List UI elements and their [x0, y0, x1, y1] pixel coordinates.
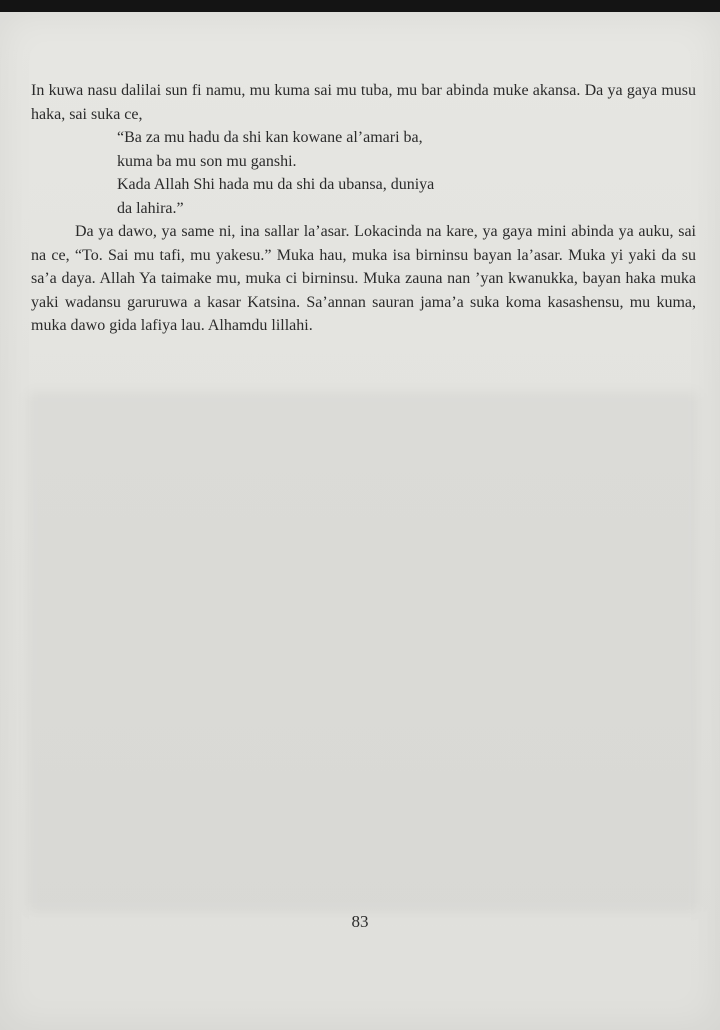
verse-line: Kada Allah Shi hada mu da shi da ubansa, duniya: [117, 176, 435, 193]
page-body-text: [31, 79, 696, 338]
verse-line: da lahira.”: [117, 199, 184, 217]
scanner-top-edge: [0, 0, 720, 12]
quoted-verse: [117, 126, 696, 220]
page-number: 83: [351, 912, 369, 931]
page-shading: [28, 392, 698, 912]
verse-line: “Ba za mu hadu da shi kan kowane al’amari ba,: [117, 129, 423, 146]
verse-line: kuma ba mu son mu ganshi.: [117, 152, 297, 170]
closing-paragraph: Da ya dawo, ya same ni, ina sallar la’asar. Lokacinda na kare, ya gaya mini abinda ya auku, sai na ce, “To. Sai mu tafi, mu yakesu.” Muka hau, muka isa birninsu bayan la’asar. Muka yi yaki da su sa’a daya. Allah Ya taimake mu, muka ci birninsu. Muka zauna nan ’yan kwanukka, bayan haka muka yaki wadansu garuruwa a kasar Katsina. Sa’annan sauran jama’a suka koma kasashensu, mu kuma, muka dawo gida lafiya lau. Alhamdu lillahi.: [31, 223, 696, 334]
opening-paragraph: In kuwa nasu dalilai sun fi namu, mu kuma sai mu tuba, mu bar abinda muke akansa. Da ya gaya musu haka, sai suka ce,: [31, 82, 696, 123]
